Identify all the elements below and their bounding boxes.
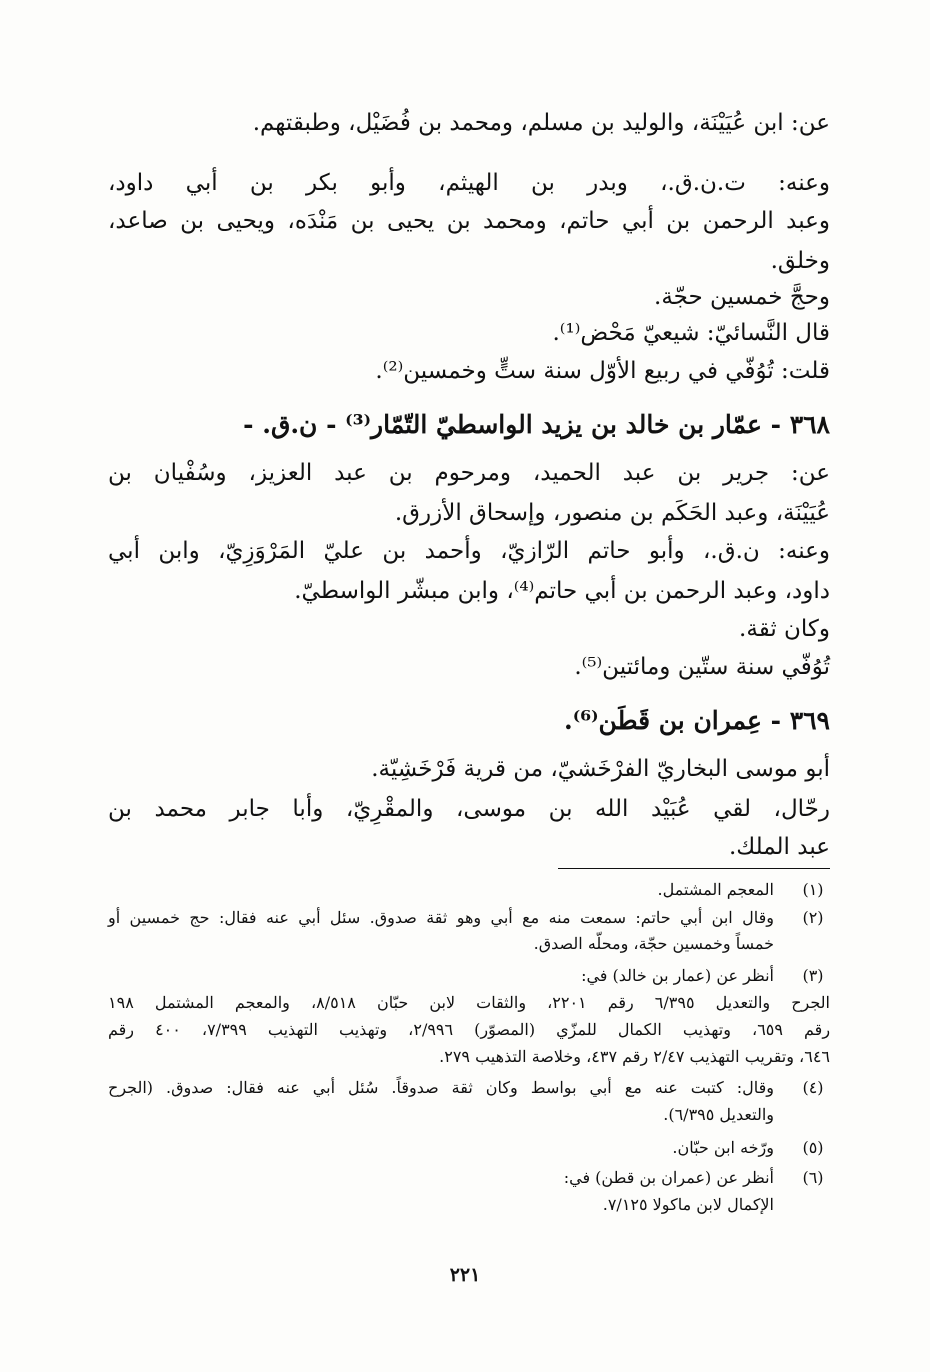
nasai-line: قال النَّسائيّ: شيعيّ مَحْض⁽¹⁾. — [552, 320, 830, 346]
footnote-line: وقال: كتبت عنه مع أبي بواسط وكان ثقة صدوقاً. سُئل أبي عنه فقال: صدوق. (الجرح — [108, 1078, 774, 1097]
narrators-line-3: وخلق. — [770, 248, 830, 274]
footnote-line: ورّخه ابن حبّان. — [672, 1138, 774, 1157]
footnote-line: أنظر عن (عمران بن قطن) في: — [563, 1168, 774, 1187]
entry-368-death: تُوُفّي سنة ستّين ومائتين⁽⁵⁾. — [574, 654, 830, 680]
hajj-line: وحجَّ خمسين حجّة. — [654, 284, 830, 310]
entry-368-from-1: عن: جرير بن عبد الحميد، ومرحوم بن عبد العزيز، وسُفْيان بن — [108, 460, 830, 486]
death-line: قلت: تُوُفّي في ربيع الأوّل سنة ستٍّ وخمسين⁽²⁾. — [375, 358, 830, 384]
entry-369-heading: ٣٦٩ - عِمران بن قَطَن⁽⁶⁾. — [564, 706, 830, 735]
entry-368-from-2: عُيَيْنَة، وعبد الحَكَم بن منصور، وإسحاق الأزرق. — [394, 500, 830, 526]
footnote-separator — [558, 868, 830, 869]
footnote-number: (٣) — [802, 966, 824, 985]
entry-368-narrators-2: داود، وعبد الرحمن بن أبي حاتم⁽⁴⁾، وابن مبشّر الواسطيّ. — [294, 578, 830, 604]
entry-368-heading: ٣٦٨ - عمّار بن خالد بن يزيد الواسطيّ التّمّار⁽³⁾ - ن.ق. - — [243, 410, 830, 439]
footnote-number: (٢) — [802, 908, 824, 927]
footnote-line: ٦٤٦، وتقريب التهذيب ٢/٤٧ رقم ٤٣٧، وخلاصة التذهيب ٢٧٩. — [439, 1047, 830, 1066]
entry-368-thiqa: وكان ثقة. — [739, 616, 830, 642]
entry-369-line-2: رحّال، لقي عُبَيْد الله بن موسى، والمقْرِيّ، وأبا جابر محمد بن — [108, 796, 831, 822]
footnote-number: (٤) — [802, 1078, 824, 1097]
footnote-line: وقال ابن أبي حاتم: سمعت منه مع أبي وهو ثقة صدوق. سئل أبي عنه فقال: حج خمسين أو — [108, 908, 774, 927]
footnote-line: المعجم المشتمل. — [657, 880, 774, 899]
narrated-from-line: عن: ابن عُيَيْنَة، والوليد بن مسلم، ومحمد بن فُضَيْل، وطبقتهم. — [252, 110, 830, 136]
footnote-line: أنظر عن (عمار بن خالد) في: — [581, 966, 774, 985]
footnote-line: خمساً وخمسين حجّة، ومحلّه الصدق. — [533, 934, 774, 953]
page-number: ٢٢١ — [449, 1264, 481, 1286]
entry-368-narrators-1: وعنه: ن.ق.، وأبو حاتم الرّازيّ، وأحمد بن عليّ المَرْوَزِيّ، وابن أبي — [108, 538, 830, 564]
footnote-line: الجرح والتعديل ٦/٣٩٥ رقم ٢٢٠١، والثقات لابن حبّان ٨/٥١٨، والمعجم المشتمل ١٩٨ — [108, 993, 830, 1012]
footnote-number: (٥) — [802, 1138, 824, 1157]
footnote-line: والتعديل ٦/٣٩٥). — [663, 1105, 774, 1124]
entry-369-line-3: عبد الملك. — [728, 834, 830, 860]
footnote-number: (١) — [802, 880, 824, 899]
footnote-number: (٦) — [802, 1168, 824, 1187]
footnote-line: رقم ٦٥٩، وتهذيب الكمال للمزّي (المصوّر) ٢/٩٩٦، وتهذيب التهذيب ٧/٣٩٩، ٤٠٠ رقم — [108, 1020, 831, 1039]
entry-369-line-1: أبو موسى البخاريّ الفرْخَشيّ، من قرية فَرْخَشِيّة. — [371, 756, 830, 782]
narrators-line-1: وعنه: ت.ن.ق.، وبدر بن الهيثم، وأبو بكر بن أبي داود، — [108, 170, 830, 196]
footnote-line: الإكمال لابن ماكولا ٧/١٢٥. — [602, 1195, 774, 1214]
narrators-line-2: وعبد الرحمن بن أبي حاتم، ومحمد بن يحيى بن مَنْدَه، ويحيى بن صاعد، — [108, 208, 830, 234]
